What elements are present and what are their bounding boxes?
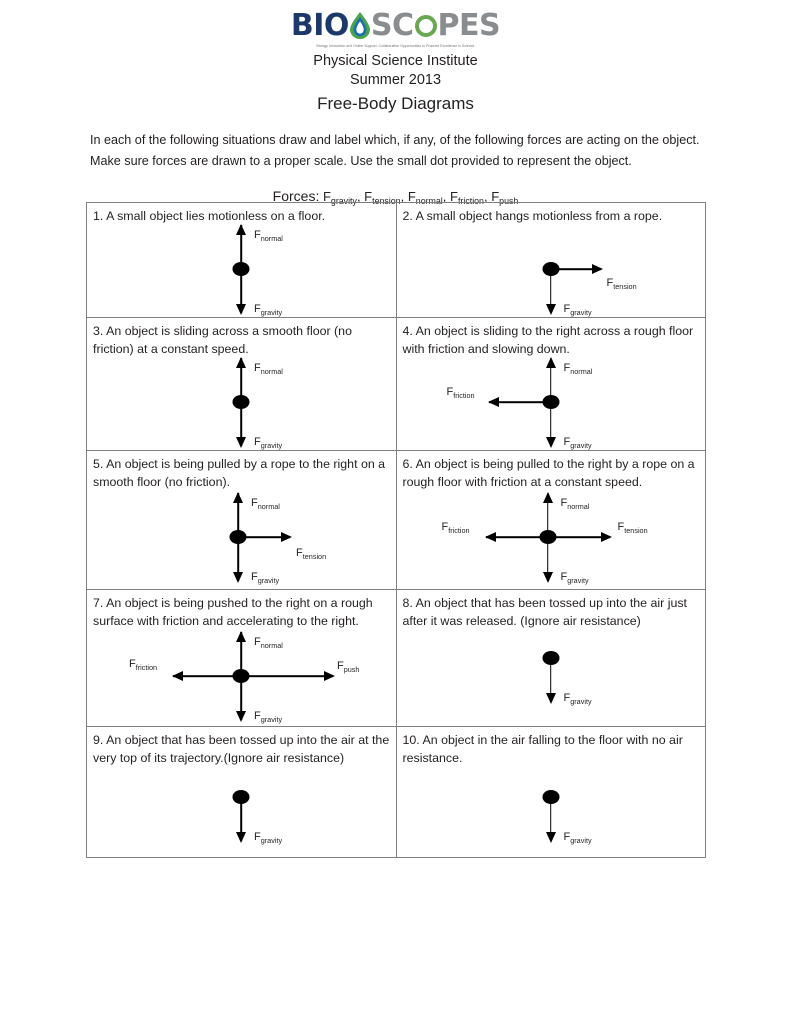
problem-text: 1. A small object lies motionless on a floor. xyxy=(93,209,326,223)
force-arrow-head-gravity xyxy=(236,437,246,448)
problem-cell-10[interactable] xyxy=(396,727,706,858)
table-row xyxy=(87,451,706,590)
force-label-gravity: $F_{gravity}$ xyxy=(560,571,589,585)
logo-block xyxy=(0,0,791,52)
free-body-diagram[interactable] xyxy=(403,358,700,450)
force-arrow-head-tension xyxy=(281,532,292,542)
force-legend-item-push: $F_{push}$ xyxy=(487,189,519,206)
instructions-block xyxy=(0,130,791,172)
problem-cell-4[interactable] xyxy=(396,318,706,451)
green-ring-o-icon xyxy=(415,15,437,37)
force-label-tension: $F_{tension}$ xyxy=(296,547,327,561)
force-arrow-head-gravity xyxy=(233,572,243,583)
table-row xyxy=(87,590,706,727)
bioscopes-logo xyxy=(290,8,501,49)
force-arrow-head-friction xyxy=(485,532,496,542)
force-arrow-head-gravity xyxy=(546,437,556,448)
logo-wordmark xyxy=(290,8,501,43)
problem-text: 4. An object is sliding to the right across a rough floor with friction and slowing down. xyxy=(402,324,694,356)
force-label-gravity: $F_{gravity}$ xyxy=(563,692,592,706)
force-arrow-shaft-friction xyxy=(173,675,241,677)
force-label-normal: $F_{normal}$ xyxy=(254,229,283,243)
free-body-diagram[interactable] xyxy=(93,491,390,589)
force-arrow-head-gravity xyxy=(236,304,246,315)
force-label-gravity: $F_{gravity}$ xyxy=(254,831,283,845)
problem-cell-9[interactable] xyxy=(87,727,397,858)
force-label-gravity: $F_{gravity}$ xyxy=(254,303,283,317)
force-label-friction: $F_{friction}$ xyxy=(446,386,475,400)
force-arrow-head-tension xyxy=(601,532,612,542)
problem-cell-2[interactable] xyxy=(396,203,706,318)
logo-text-sc: SC xyxy=(370,8,414,43)
problem-text: 2. A small object hangs motionless from a rope. xyxy=(402,209,663,223)
problem-cell-3[interactable] xyxy=(87,318,397,451)
table-row xyxy=(87,318,706,451)
page-title: Free-Body Diagrams xyxy=(317,94,474,113)
instructions-line-2: Make sure forces are drawn to a proper scale. Use the small dot provided to represent the object. xyxy=(90,154,632,168)
force-arrow-head-gravity xyxy=(546,832,556,843)
problem-cell-7[interactable] xyxy=(87,590,397,727)
force-arrow-head-gravity xyxy=(543,572,553,583)
force-label-gravity: $F_{gravity}$ xyxy=(254,436,283,450)
problem-cell-5[interactable] xyxy=(87,451,397,590)
problem-cell-1[interactable] xyxy=(87,203,397,318)
free-body-diagram[interactable] xyxy=(93,358,390,450)
problem-cell-8[interactable] xyxy=(396,590,706,727)
force-legend-item-normal: $F_{normal}$, xyxy=(404,189,447,206)
force-label-gravity: $F_{gravity}$ xyxy=(563,831,592,845)
logo-text-pes: PES xyxy=(437,8,501,43)
institute-name: Physical Science Institute xyxy=(313,53,478,69)
term-label: Summer 2013 xyxy=(349,72,442,88)
force-arrow-head-normal xyxy=(236,631,246,642)
problem-text: 10. An object in the air falling to the floor with no air resistance. xyxy=(402,733,683,765)
force-arrow-head-normal xyxy=(236,224,246,235)
free-body-diagram[interactable] xyxy=(403,491,700,589)
force-arrow-head-normal xyxy=(233,492,243,503)
force-arrow-head-normal xyxy=(543,492,553,503)
force-arrow-head-tension xyxy=(592,264,603,274)
force-label-gravity: $F_{gravity}$ xyxy=(563,303,592,317)
force-label-gravity: $F_{gravity}$ xyxy=(251,571,280,585)
problem-text: 6. An object is being pulled to the right by a rope on a rough floor with friction at a constant speed. xyxy=(402,457,695,489)
table-row xyxy=(87,203,706,318)
force-arrow-head-friction xyxy=(172,671,183,681)
forces-legend-label: Forces: xyxy=(272,188,320,204)
free-body-diagram[interactable] xyxy=(403,630,700,726)
problem-text: 7. An object is being pushed to the right on a rough surface with friction and accelerating to the right. xyxy=(93,596,373,628)
instructions-line-1: In each of the following situations draw and label which, if any, of the following forces are acting on the object. xyxy=(90,133,700,147)
problem-text: 3. An object is sliding across a smooth floor (no friction) at a constant speed. xyxy=(93,324,352,356)
water-drop-icon xyxy=(348,12,372,39)
free-body-diagram[interactable] xyxy=(93,767,390,857)
force-legend-item-tension: $F_{tension}$, xyxy=(360,189,405,206)
force-label-tension: $F_{tension}$ xyxy=(617,521,648,535)
force-label-normal: $F_{normal}$ xyxy=(563,362,593,376)
logo-tagline: Biology Instruction and Online Support: Collaborative Opportunities to Promote Excellence in Science xyxy=(316,44,475,48)
force-legend-item-friction: $F_{friction}$, xyxy=(446,189,488,206)
free-body-diagram-table xyxy=(86,202,706,858)
free-body-diagram[interactable] xyxy=(93,225,390,317)
force-label-friction: $F_{friction}$ xyxy=(441,521,470,535)
force-arrow-head-gravity xyxy=(546,304,556,315)
problem-text: 5. An object is being pulled by a rope to the right on a smooth floor (no friction). xyxy=(93,457,386,489)
force-label-gravity: $F_{gravity}$ xyxy=(254,710,283,724)
force-label-normal: $F_{normal}$ xyxy=(560,497,590,511)
table-row xyxy=(87,727,706,858)
force-label-gravity: $F_{gravity}$ xyxy=(563,436,592,450)
logo-text-bio: BIO xyxy=(290,8,349,43)
force-arrow-head-normal xyxy=(236,357,246,368)
force-arrow-head-push xyxy=(324,671,335,681)
force-label-tension: $F_{tension}$ xyxy=(606,277,637,291)
force-label-normal: $F_{normal}$ xyxy=(251,497,280,511)
force-label-friction: $F_{friction}$ xyxy=(129,658,158,672)
force-label-normal: $F_{normal}$ xyxy=(254,362,283,376)
problem-cell-6[interactable] xyxy=(396,451,706,590)
force-arrow-shaft-push xyxy=(241,675,333,677)
force-label-normal: $F_{normal}$ xyxy=(254,636,283,650)
force-arrow-head-gravity xyxy=(236,711,246,722)
problem-text: 8. An object that has been tossed up into the air just after it was released. (Ignore air resistance) xyxy=(402,596,687,628)
force-legend-item-gravity: $F_{gravity}$, xyxy=(319,189,361,206)
free-body-diagram[interactable] xyxy=(93,630,390,726)
force-arrow-head-gravity xyxy=(546,693,556,704)
force-arrow-head-friction xyxy=(488,397,499,407)
free-body-diagram[interactable] xyxy=(403,767,700,857)
force-label-push: $F_{push}$ xyxy=(337,660,360,674)
force-arrow-head-gravity xyxy=(236,832,246,843)
problem-text: 9. An object that has been tossed up into the air at the very top of its trajectory.(Ignore air resistance) xyxy=(93,733,390,765)
force-arrow-head-normal xyxy=(546,357,556,368)
free-body-diagram[interactable] xyxy=(403,225,700,317)
